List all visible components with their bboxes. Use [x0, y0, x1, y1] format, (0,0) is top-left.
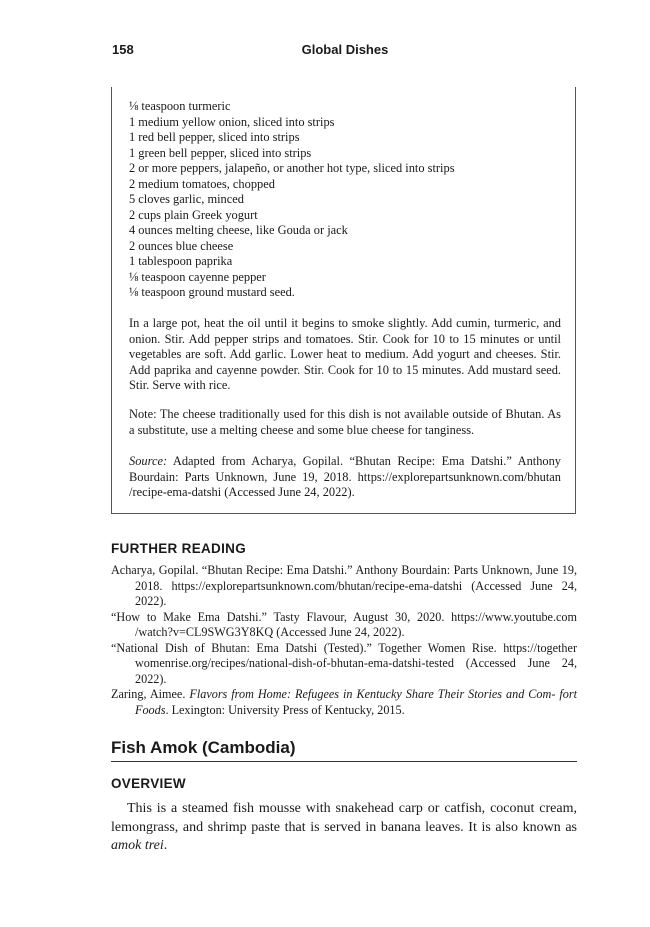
- source-label: Source:: [129, 454, 168, 468]
- reference-publisher: . Lexington: University Press of Kentucky, 2015.: [165, 702, 405, 717]
- overview-paragraph: [111, 800, 577, 856]
- source-text: Adapted from Acharya, Gopilal. “Bhutan Recipe: Ema Datshi.” Anthony Bourdain: Parts Unknown, June 19, 2018. https://explorepartsunknown.com/bhutan /recipe-ema-datshi (Accessed June 24, 2022).: [129, 454, 561, 499]
- page-header: [112, 42, 578, 62]
- recipe-source: [129, 454, 561, 501]
- overview-term: amok trei: [111, 838, 164, 853]
- ingredient-item: ⅛ teaspoon cayenne pepper: [129, 269, 266, 284]
- recipe-note: Note: The cheese traditionally used for this dish is not available outside of Bhutan. As a substitute, use a melting cheese and some blue cheese for tanginess.: [129, 407, 561, 437]
- reference-list: [111, 563, 577, 718]
- page-number: 158: [112, 42, 134, 57]
- overview-heading: OVERVIEW: [111, 776, 186, 791]
- overview-text: This is a steamed fish mousse with snakehead carp or catfish, coconut cream, lemongrass, and shrimp paste that is served in banana leaves. It is also known as: [111, 801, 577, 835]
- ingredient-item: 5 cloves garlic, minced: [129, 192, 244, 206]
- ingredient-item: 4 ounces melting cheese, like Gouda or jack: [129, 223, 348, 237]
- ingredient-list: [129, 99, 559, 301]
- reference-item: “National Dish of Bhutan: Ema Datshi (Tested).” Together Women Rise. https://together womenrise.org/recipes/national-dish-of-bhutan-ema-datshi-tested (Accessed June 24, 2022).: [111, 640, 577, 686]
- recipe-instructions: In a large pot, heat the oil until it begins to smoke slightly. Add cumin, turmeric, and onion. Stir. Add pepper strips and tomatoes. Stir. Cook for 10 to 15 minutes or until vegetables are soft. Add garlic. Lower heat to medium. Add yogurt and cheeses. Stir. Add paprika and cayenne powder. Stir. Cook for 10 to 15 minutes. Add mustard seed. Stir. Serve with rice.: [129, 316, 561, 392]
- further-reading-heading: FURTHER READING: [111, 541, 246, 556]
- ingredient-item: 1 red bell pepper, sliced into strips: [129, 130, 300, 144]
- ingredient-item: 1 medium yellow onion, sliced into strips: [129, 114, 335, 129]
- reference-author: Zaring, Aimee.: [111, 687, 190, 701]
- reference-item: Acharya, Gopilal. “Bhutan Recipe: Ema Datshi.” Anthony Bourdain: Parts Unknown, June 19, 2018. https://explorepartsunknown.com/bhutan/recipe-ema-datshi (Accessed June 24, 2022).: [111, 563, 577, 608]
- ingredient-item: 2 cups plain Greek yogurt: [129, 207, 258, 222]
- ingredient-item: ⅛ teaspoon ground mustard seed.: [129, 285, 295, 299]
- ingredient-item: ⅛ teaspoon turmeric: [129, 99, 231, 113]
- ingredient-item: 1 green bell pepper, sliced into strips: [129, 145, 312, 160]
- overview-end: .: [163, 838, 168, 853]
- reference-item: “How to Make Ema Datshi.” Tasty Flavour, August 30, 2020. https://www.youtube.com /watch?v=CL9SWG3Y8KQ (Accessed June 24, 2022).: [111, 609, 577, 639]
- ingredient-item: 1 tablespoon paprika: [129, 254, 233, 268]
- ingredient-item: 2 ounces blue cheese: [129, 238, 234, 253]
- ingredient-item: 2 medium tomatoes, chopped: [129, 176, 275, 191]
- reference-title: Flavors from Home: Refugees in Kentucky Share Their Stories and Com- fort Foods: [135, 687, 577, 717]
- reference-item: [111, 687, 577, 718]
- dish-title: Fish Amok (Cambodia): [111, 738, 577, 762]
- ingredient-item: 2 or more peppers, jalapeño, or another hot type, sliced into strips: [129, 161, 455, 175]
- running-head: Global Dishes: [301, 42, 389, 57]
- recipe-box: [111, 87, 576, 514]
